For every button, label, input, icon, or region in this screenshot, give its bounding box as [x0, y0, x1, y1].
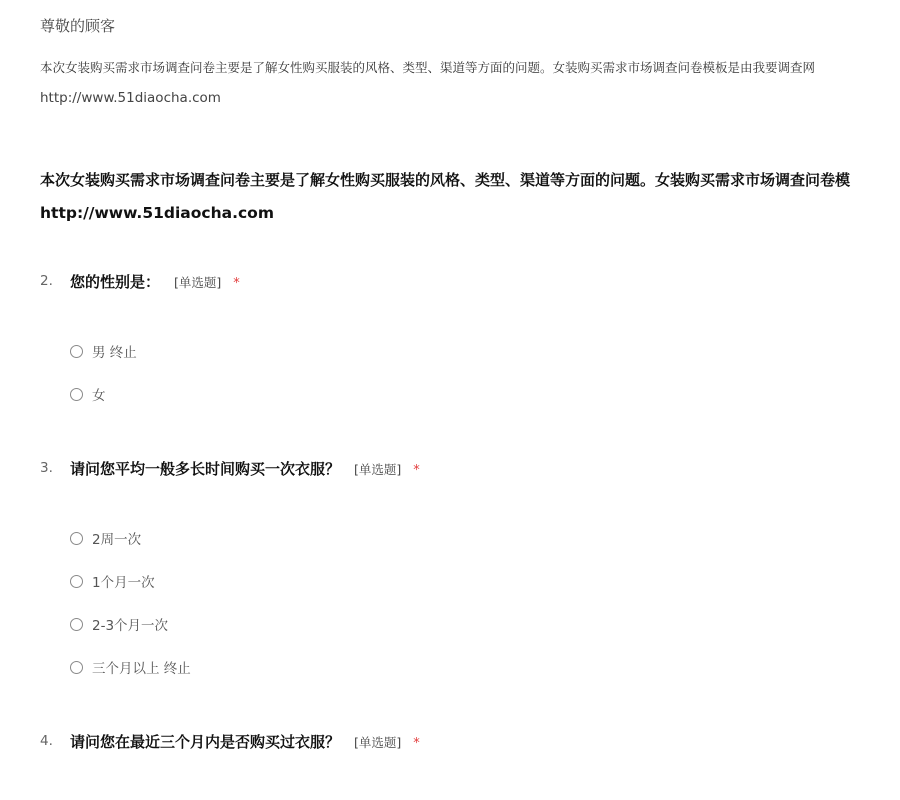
- question-title: [70, 731, 420, 752]
- question-purchase-frequency: [0, 458, 900, 677]
- intro-url: http://www.51diaocha.com: [40, 90, 221, 106]
- question-recent-purchase: [0, 731, 900, 755]
- intro-bold-url: http://www.51diaocha.com: [40, 204, 274, 222]
- required-mark: *: [413, 463, 420, 478]
- radio-button[interactable]: [70, 575, 83, 588]
- option-label: 2周一次: [92, 532, 142, 548]
- greeting-text: 尊敬的顾客: [40, 17, 116, 35]
- question-header: [0, 271, 900, 295]
- radio-button[interactable]: [70, 661, 83, 674]
- option-label: 男 终止: [92, 345, 137, 361]
- option-two-weeks[interactable]: [70, 528, 141, 548]
- question-number: 3.: [40, 460, 53, 476]
- option-over-three-months[interactable]: [70, 657, 191, 677]
- radio-button[interactable]: [70, 345, 83, 358]
- question-header: [0, 731, 900, 755]
- option-label: 三个月以上 终止: [92, 661, 191, 677]
- question-title: [70, 458, 420, 479]
- question-title-text: 请问您平均一般多长时间购买一次衣服？: [70, 460, 341, 478]
- intro-text: 本次女装购买需求市场调查问卷主要是了解女性购买服装的风格、类型、渠道等方面的问题。女装购买需求市场调查问卷模板是由我要调查网: [40, 60, 816, 75]
- question-type-label: [单选题]: [174, 275, 222, 290]
- option-female[interactable]: [70, 384, 106, 404]
- question-type-label: [单选题]: [354, 462, 402, 477]
- intro-bold-text: 本次女装购买需求市场调查问卷主要是了解女性购买服装的风格、类型、渠道等方面的问题。女装购买需求市场调查问卷模: [40, 171, 851, 189]
- question-header: [0, 458, 900, 482]
- option-male[interactable]: [70, 341, 137, 361]
- radio-button[interactable]: [70, 388, 83, 401]
- radio-button[interactable]: [70, 532, 83, 545]
- required-mark: *: [233, 276, 240, 291]
- question-title-text: 请问您在最近三个月内是否购买过衣服？: [70, 733, 341, 751]
- question-type-label: [单选题]: [354, 735, 402, 750]
- required-mark: *: [413, 736, 420, 751]
- radio-button[interactable]: [70, 618, 83, 631]
- question-gender: [0, 271, 900, 404]
- option-two-three-months[interactable]: [70, 614, 168, 634]
- option-one-month[interactable]: [70, 571, 155, 591]
- option-label: 1个月一次: [92, 575, 155, 591]
- option-label: 2-3个月一次: [92, 618, 169, 634]
- question-number: 2.: [40, 273, 53, 289]
- question-title-text: 您的性别是：: [70, 273, 161, 291]
- question-title: [70, 271, 240, 292]
- question-number: 4.: [40, 733, 53, 749]
- option-label: 女: [92, 388, 106, 404]
